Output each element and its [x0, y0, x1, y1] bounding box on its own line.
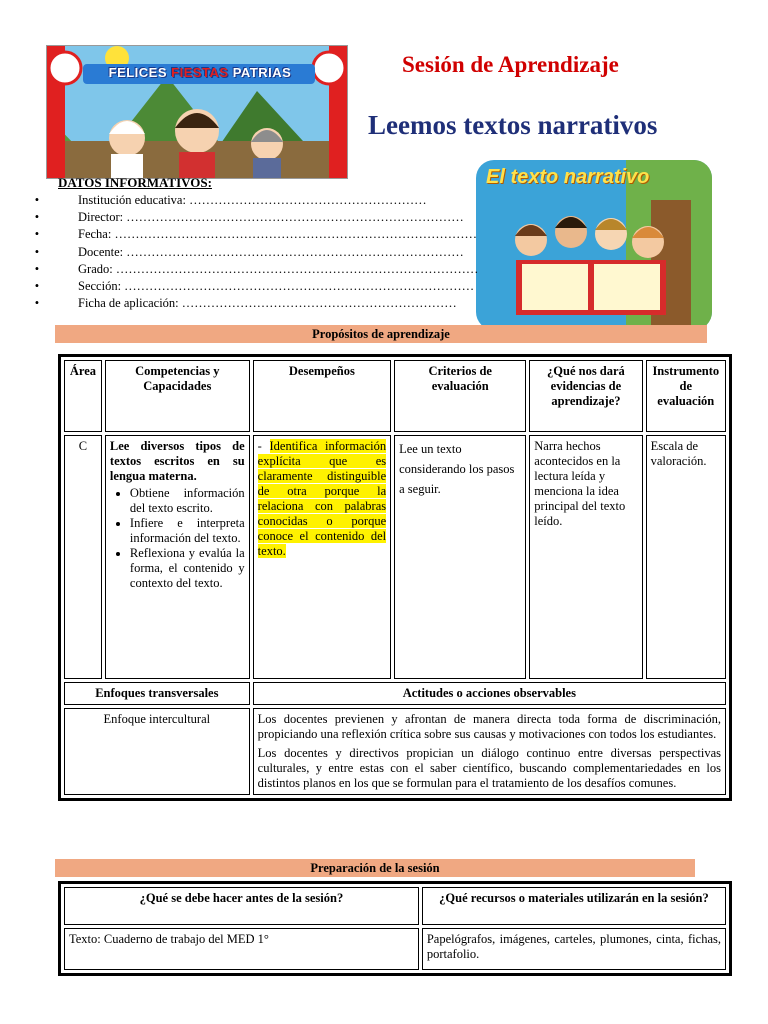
datos-informativos-title: DATOS INFORMATIVOS: [58, 175, 212, 190]
table-row [64, 708, 726, 795]
cell-desempenos [253, 435, 391, 679]
header-actitudes: Actitudes o acciones observables [253, 682, 726, 705]
banner-caption: FELICES FIESTAS PATRIAS [108, 65, 292, 80]
cell-actitudes [253, 708, 726, 795]
bullet-icon: • [34, 278, 40, 293]
session-title: Sesión de Aprendizaje [402, 52, 619, 77]
table-header-row [64, 887, 726, 925]
bullet-icon: • [34, 227, 40, 242]
cell-competencias [105, 435, 250, 679]
list-item: • Institución educativa: ………………………………………………… [30, 192, 480, 209]
header-competencias: Competencias y Capacidades [105, 360, 250, 432]
desempeno-text: Identifica información explícita que es claramente distinguible de otra porque la relaciona con palabras conocidas o porque conoce el contenido del texto. [257, 439, 387, 558]
texto-narrativo-image [476, 160, 712, 330]
list-item: • Obtiene información del texto escrito. [130, 486, 245, 516]
list-item: • Reflexiona y evalúa la forma, el contenido y contexto del texto. [130, 546, 245, 591]
header-evidencias: ¿Qué nos dará evidencias de aprendizaje? [529, 360, 642, 432]
cell-instrumento: Escala de valoración. [646, 435, 726, 679]
propositos-bar: Propósitos de aprendizaje [55, 325, 707, 343]
header-criterios: Criterios de evaluación [394, 360, 526, 432]
header-enfoques: Enfoques transversales [64, 682, 250, 705]
cell-enfoque: Enfoque intercultural [64, 708, 250, 795]
list-item: • Sección: ………………………………………………………………………… [30, 278, 480, 295]
table-row [64, 435, 726, 679]
list-item: • Director: ……………………………………………………………………… [30, 209, 480, 226]
table-header-row [64, 360, 726, 432]
competencia-text: Lee diversos tipos de textos escritos en su lengua materna. [109, 439, 245, 483]
cell-antes: Texto: Cuaderno de trabajo del MED 1° [64, 928, 419, 970]
actitud-text: Los docentes previenen y afrontan de manera directa toda forma de discriminación, propiciando una reflexión crítica sobre sus causas y motivaciones con todos los estudiantes. [257, 712, 721, 741]
list-item: • Fecha: …………………………………………………………………………… [30, 226, 480, 243]
header-antes: ¿Qué se debe hacer antes de la sesión? [64, 887, 419, 925]
session-subtitle: Leemos textos narrativos [368, 110, 658, 140]
cell-criterios: Lee un texto considerando los pasos a seguir. [394, 435, 526, 679]
bullet-icon: • [34, 210, 40, 225]
propositos-table [58, 354, 732, 801]
table-row [64, 928, 726, 970]
datos-informativos-list [30, 192, 480, 312]
cell-area: C [64, 435, 102, 679]
side-image-caption: El texto narrativo [486, 166, 650, 188]
header-recursos: ¿Qué recursos o materiales utilizarán en la sesión? [422, 887, 726, 925]
header-desempenos: Desempeños [253, 360, 391, 432]
bullet-icon: • [34, 193, 40, 207]
cell-recursos: Papelógrafos, imágenes, carteles, plumones, cinta, fichas, portafolio. [422, 928, 726, 970]
header-area: Área [64, 360, 102, 432]
cell-evidencias: Narra hechos acontecidos en la lectura leída y menciona la idea principal del texto leído. [529, 435, 642, 679]
desempeno-prefix: - [257, 439, 262, 453]
bullet-icon: • [34, 296, 40, 311]
table-header-row [64, 682, 726, 705]
bullet-icon: • [34, 244, 40, 259]
list-item: • Ficha de aplicación: ………………………………………………………… [30, 295, 480, 312]
capacidades-list [110, 486, 245, 591]
actitud-text: Los docentes y directivos propician un diálogo continuo entre diversas perspectivas culturales, y entre estas con el saber científico, buscando complementariedades en los distintos planos en los que se formulan para el tratamiento de los desafíos comunes. [257, 746, 721, 790]
list-item: • Docente: ……………………………………………………………………… [30, 244, 480, 261]
preparacion-table [58, 881, 732, 976]
list-item: • Grado: …………………………………………………………………………… [30, 261, 480, 278]
header-instrumento: Instrumento de evaluación [646, 360, 726, 432]
fiestas-patrias-banner-image [46, 45, 348, 179]
preparacion-bar: Preparación de la sesión [55, 859, 695, 877]
bullet-icon: • [34, 261, 40, 276]
list-item: • Infiere e interpreta información del texto. [130, 516, 245, 546]
